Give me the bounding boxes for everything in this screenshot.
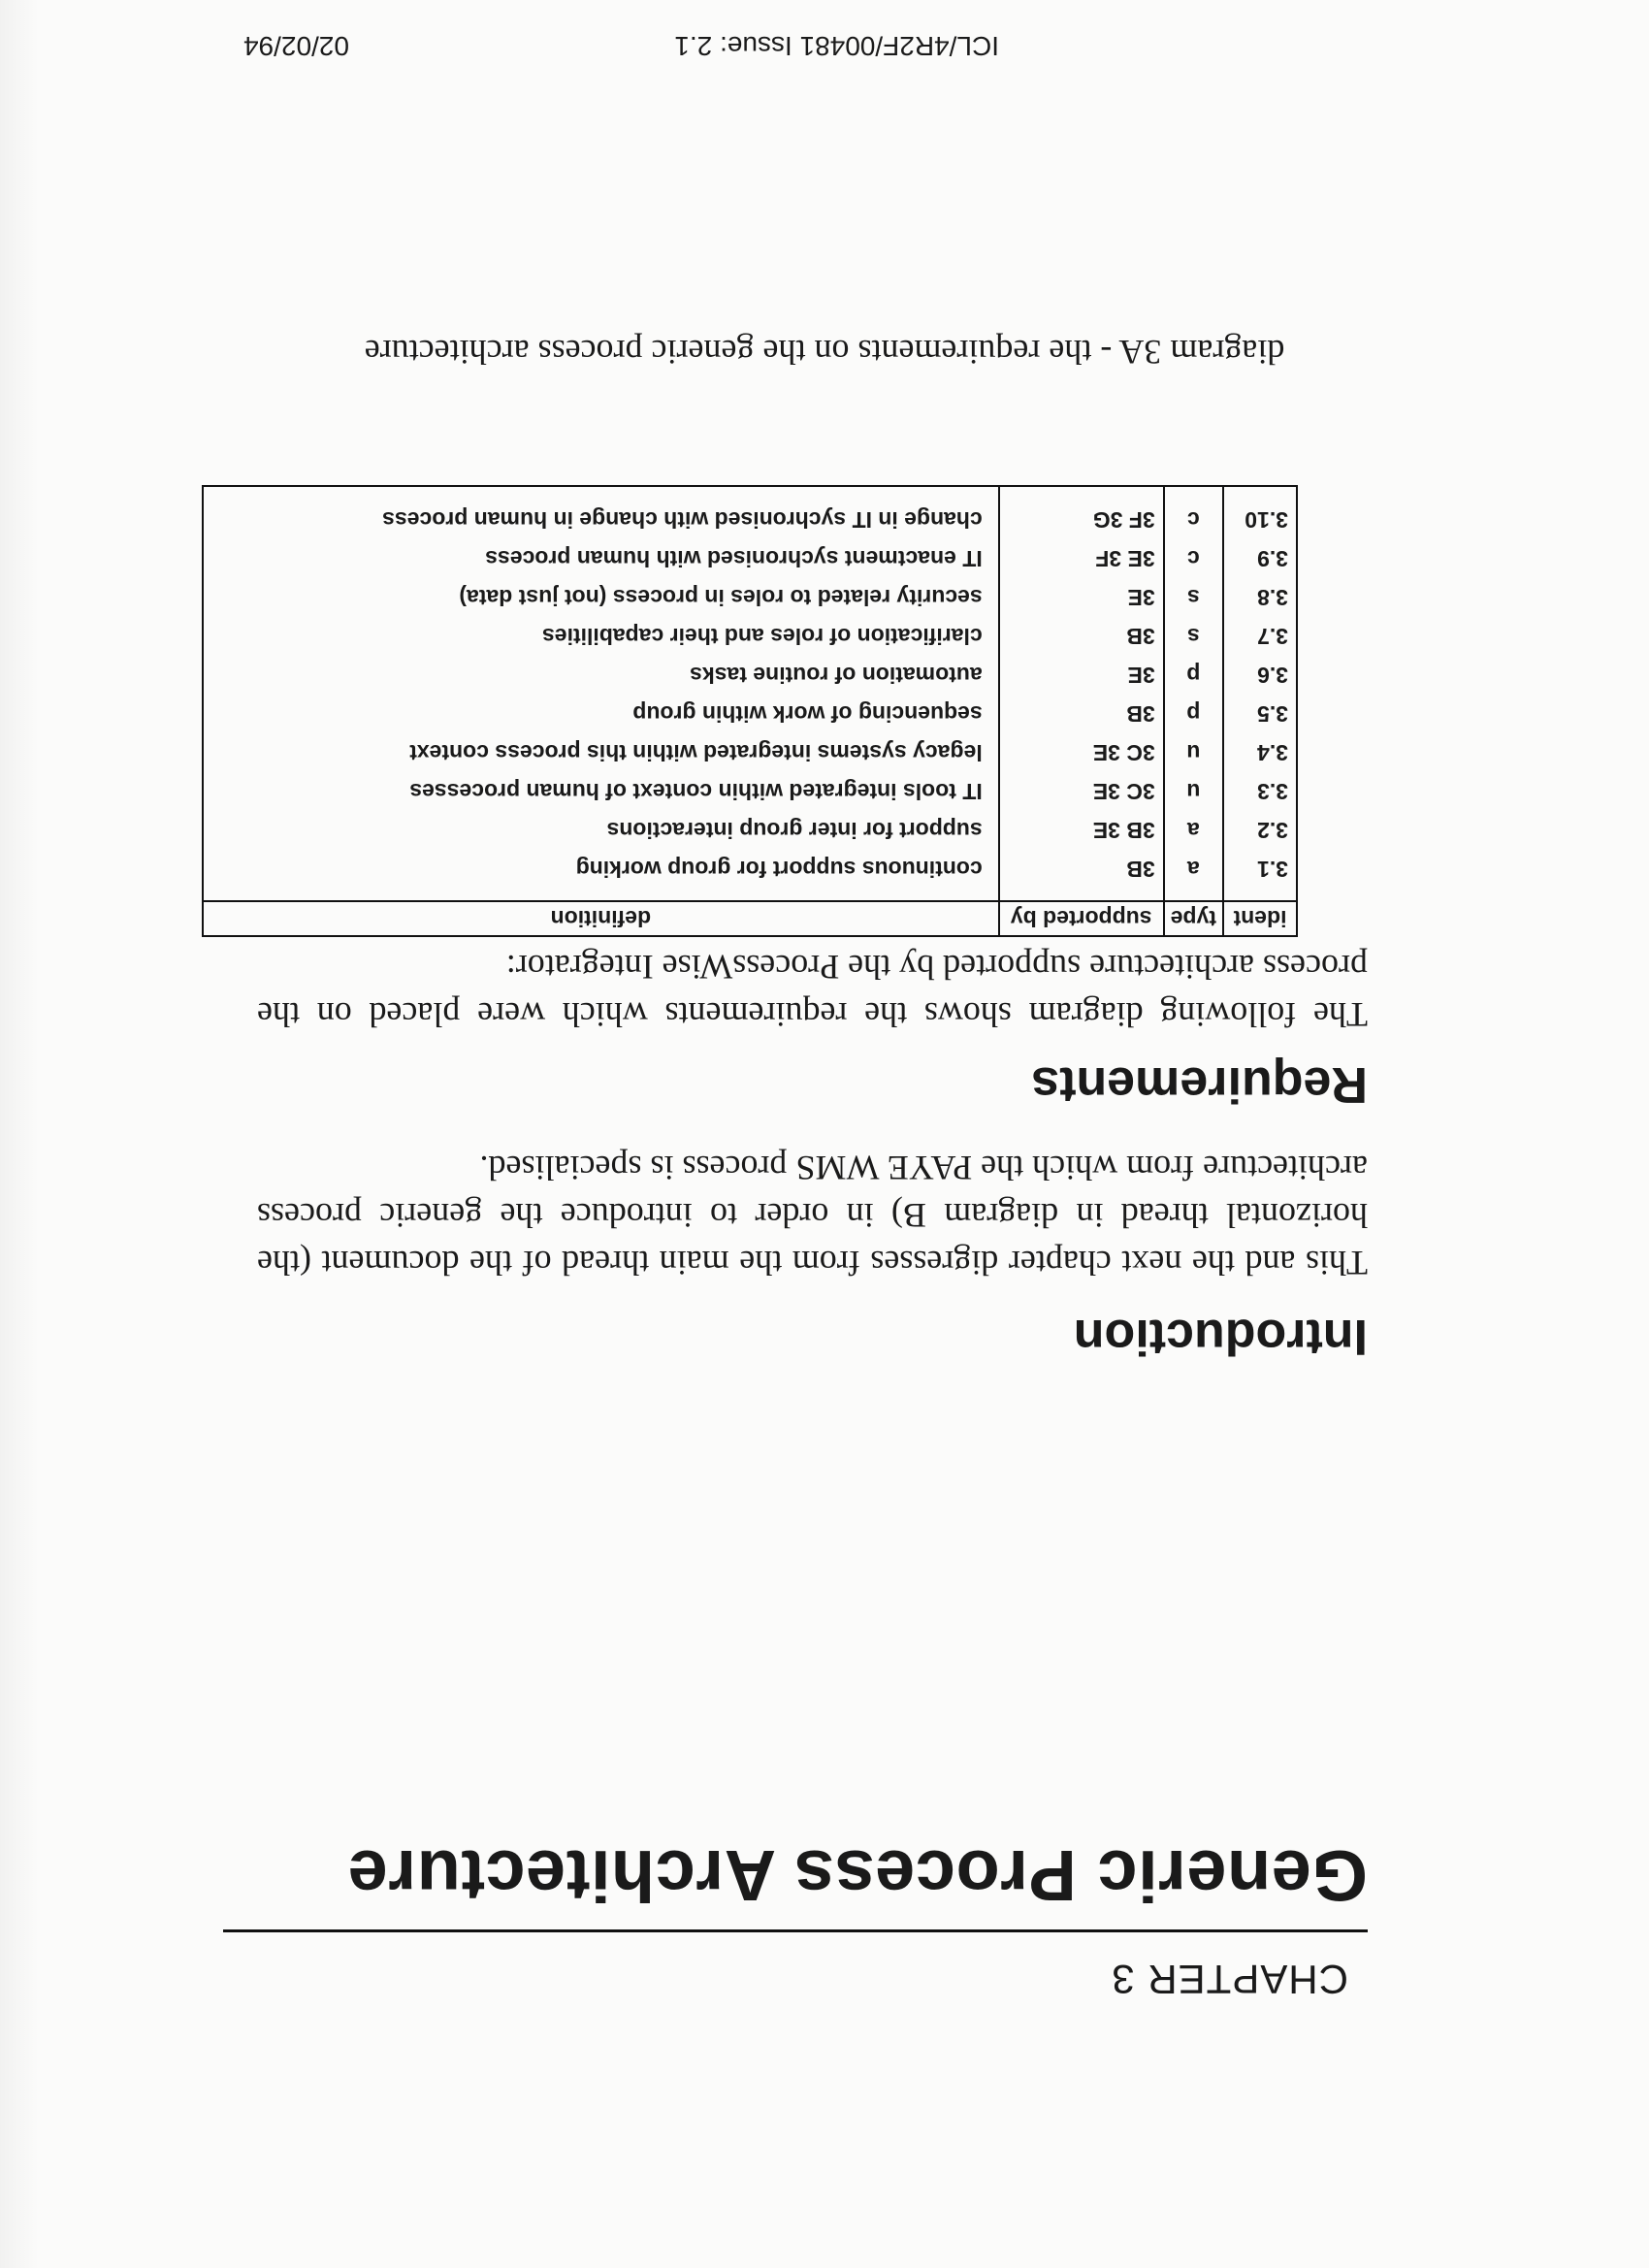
table-row — [203, 539, 1297, 578]
table-header-row — [203, 901, 1297, 936]
cell-supported-by: 3B 3E — [999, 811, 1164, 850]
cell-definition: continuous support for group working — [203, 850, 999, 901]
cell-ident: 3.4 — [1223, 733, 1297, 772]
document-date: 02/02/94 — [243, 31, 349, 61]
cell-supported-by: 3C 3E — [999, 772, 1164, 811]
table-row — [203, 656, 1297, 695]
cell-ident: 3.3 — [1223, 772, 1297, 811]
cell-definition: legacy systems integrated within this process context — [203, 733, 999, 772]
header-type: type — [1164, 901, 1223, 936]
table-row — [203, 850, 1297, 901]
requirements-table — [202, 485, 1298, 937]
cell-ident: 3.2 — [1223, 811, 1297, 850]
header-ident: ident — [1223, 901, 1297, 936]
cell-supported-by: 3B — [999, 850, 1164, 901]
document-reference: ICL/4R2F/00481 Issue: 2.1 — [674, 31, 999, 61]
cell-definition: security related to roles in process (not just data) — [203, 578, 999, 617]
cell-supported-by: 3E — [999, 578, 1164, 617]
cell-ident: 3.5 — [1223, 695, 1297, 733]
introduction-heading: Introduction — [1073, 1309, 1368, 1365]
header-definition: definition — [203, 901, 999, 936]
cell-type: u — [1164, 733, 1223, 772]
chapter-rule — [223, 1929, 1368, 1932]
requirements-heading: Requirements — [1031, 1056, 1368, 1113]
chapter-title: Generic Process Architecture — [347, 1835, 1368, 1916]
table-row — [203, 617, 1297, 656]
cell-definition: IT enactment sychronised with human process — [203, 539, 999, 578]
cell-type: c — [1164, 486, 1223, 539]
table-row — [203, 811, 1297, 850]
cell-ident: 3.6 — [1223, 656, 1297, 695]
cell-definition: automation of routine tasks — [203, 656, 999, 695]
table-row — [203, 695, 1297, 733]
cell-ident: 3.1 — [1223, 850, 1297, 901]
cell-definition: IT tools integrated within context of human processes — [203, 772, 999, 811]
cell-supported-by: 3F 3G — [999, 486, 1164, 539]
cell-type: c — [1164, 539, 1223, 578]
table-row — [203, 486, 1297, 539]
cell-supported-by: 3E — [999, 656, 1164, 695]
header-supported-by: supported by — [999, 901, 1164, 936]
cell-type: p — [1164, 695, 1223, 733]
diagram-caption: diagram 3A - the requirements on the generic process architecture — [364, 333, 1285, 372]
cell-definition: support for inter group interactions — [203, 811, 999, 850]
cell-definition: sequencing of work within group — [203, 695, 999, 733]
cell-supported-by: 3E 3F — [999, 539, 1164, 578]
chapter-label: CHAPTER 3 — [1111, 1957, 1348, 2002]
cell-ident: 3.9 — [1223, 539, 1297, 578]
cell-type: a — [1164, 811, 1223, 850]
cell-supported-by: 3B — [999, 617, 1164, 656]
table-row — [203, 578, 1297, 617]
cell-definition: change in IT sychronised with change in human process — [203, 486, 999, 539]
table-row — [203, 733, 1297, 772]
cell-type: s — [1164, 617, 1223, 656]
page-footer — [194, 22, 1348, 61]
cell-supported-by: 3C 3E — [999, 733, 1164, 772]
cell-type: u — [1164, 772, 1223, 811]
cell-type: s — [1164, 578, 1223, 617]
cell-ident: 3.7 — [1223, 617, 1297, 656]
requirements-paragraph: The following diagram shows the requirements which were placed on the process architecture supported by the ProcessWise Integrator: — [257, 948, 1368, 1034]
table-row — [203, 772, 1297, 811]
cell-ident: 3.8 — [1223, 578, 1297, 617]
introduction-paragraph: This and the next chapter digresses from the main thread of the document (the horizontal thread in diagram B) in order to introduce the generic process architecture from which the PAYE WMS process is specialised. — [257, 1149, 1368, 1282]
cell-supported-by: 3B — [999, 695, 1164, 733]
cell-type: p — [1164, 656, 1223, 695]
cell-definition: clarification of roles and their capabilities — [203, 617, 999, 656]
cell-type: a — [1164, 850, 1223, 901]
cell-ident: 3.10 — [1223, 486, 1297, 539]
